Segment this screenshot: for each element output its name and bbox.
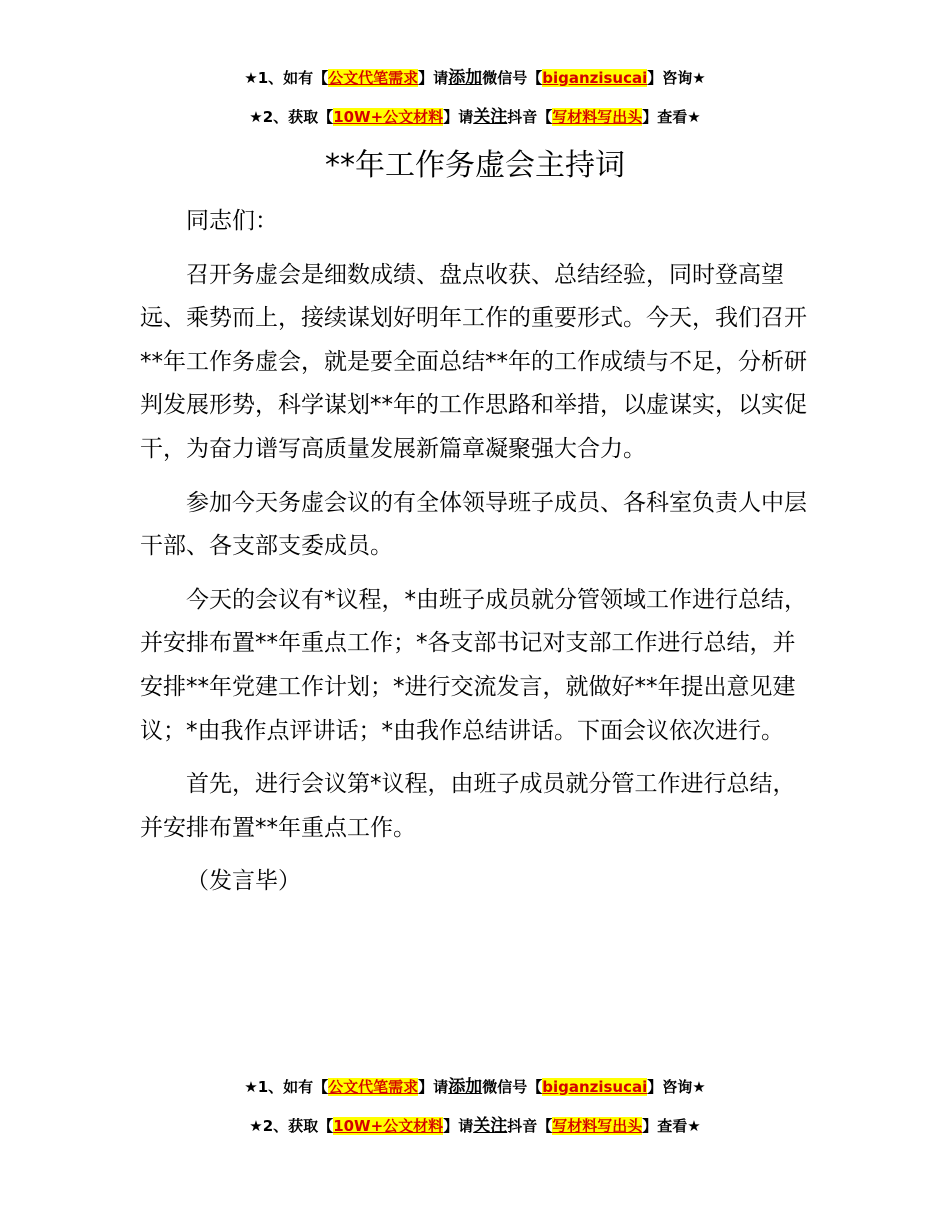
paragraph: （发言毕） bbox=[186, 868, 301, 895]
paragraph: 参加今天务虚会议的有全体领导班子成员、各科室负责人中层干部、各支部支委成员。 bbox=[140, 489, 807, 560]
promo-highlight: 公文代笔需求 bbox=[328, 69, 419, 87]
promo-highlight: 10W+公文材料 bbox=[333, 1117, 444, 1135]
douyin-account: 写材料写出头 bbox=[552, 108, 643, 126]
promo-line-2-top: ★2、获取【10W+公文材料】请关注抖音【写材料写出头】查看★ bbox=[249, 107, 701, 127]
paragraph: 首先，进行会议第*议程，由班子成员就分管工作进行总结，并安排布置**年重点工作。 bbox=[140, 771, 796, 841]
paragraph: 今天的会议有*议程，*由班子成员就分管领域工作进行总结，并安排布置**年重点工作；*各支部书记对支部工作进行总结，并安排**年党建工作计划；*进行交流发言，就做好**年提出意见建议；*由我作点评讲话；*由我作总结讲话。下面会议依次进行。 bbox=[140, 586, 807, 744]
promo-highlight: 公文代笔需求 bbox=[328, 1078, 419, 1096]
douyin-account: 写材料写出头 bbox=[552, 1117, 643, 1135]
promo-line-1-bottom: ★1、如有【公文代笔需求】请添加微信号【biganzisucai】咨询★ bbox=[244, 1077, 706, 1097]
wechat-id: biganzisucai bbox=[542, 1078, 648, 1096]
promo-highlight: 10W+公文材料 bbox=[333, 108, 444, 126]
promo-line-2-bottom: ★2、获取【10W+公文材料】请关注抖音【写材料写出头】查看★ bbox=[249, 1116, 701, 1136]
paragraph: 召开务虚会是细数成绩、盘点收获、总结经验，同时登高望远、乘势而上，接续谋划好明年工作的重要形式。今天，我们召开**年工作务虚会，就是要全面总结**年的工作成绩与不足，分析研判发展形势，科学谋划**年的工作思路和举措，以虚谋实，以实促干，为奋力谱写高质量发展新篇章凝聚强大合力。 bbox=[140, 261, 807, 462]
wechat-id: biganzisucai bbox=[542, 69, 648, 87]
promo-line-1-top: ★1、如有【公文代笔需求】请添加微信号【biganzisucai】咨询★ bbox=[244, 68, 706, 88]
paragraph-greeting: 同志们： bbox=[186, 208, 278, 234]
document-body bbox=[140, 200, 812, 914]
document-title: **年工作务虚会主持词 bbox=[325, 148, 625, 183]
